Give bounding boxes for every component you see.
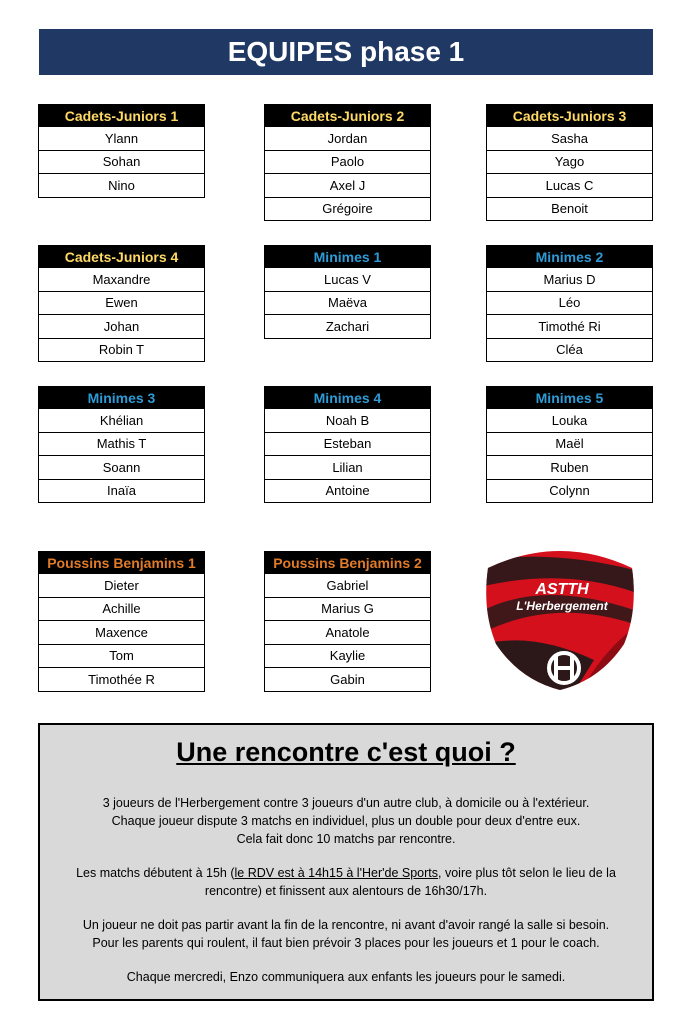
player-list xyxy=(264,268,431,339)
player: Soann xyxy=(38,456,205,480)
player: Sasha xyxy=(486,127,653,151)
team-card xyxy=(38,551,205,692)
player: Ylann xyxy=(38,127,205,151)
player: Anatole xyxy=(264,621,431,645)
logo-club-name: ASTTH xyxy=(535,581,589,598)
player: Dieter xyxy=(38,574,205,598)
player: Maëva xyxy=(264,292,431,316)
team-card xyxy=(486,245,653,362)
player: Mathis T xyxy=(38,433,205,457)
player: Achille xyxy=(38,598,205,622)
info-line: Chaque joueur dispute 3 matchs en individuel, plus un double pour deux d'entre eux. xyxy=(111,814,581,828)
player: Benoit xyxy=(486,198,653,222)
player: Paolo xyxy=(264,151,431,175)
player: Nino xyxy=(38,174,205,198)
player: Zachari xyxy=(264,315,431,339)
player: Lilian xyxy=(264,456,431,480)
player-list xyxy=(486,127,653,221)
team-card xyxy=(486,386,653,503)
info-text: Les matchs débutent à 15h ( xyxy=(76,866,235,880)
info-box xyxy=(38,723,654,1001)
team-name: Minimes 3 xyxy=(38,386,205,409)
player-list xyxy=(38,268,205,362)
player: Noah B xyxy=(264,409,431,433)
player: Ruben xyxy=(486,456,653,480)
player: Lucas C xyxy=(486,174,653,198)
player: Johan xyxy=(38,315,205,339)
player: Colynn xyxy=(486,480,653,504)
player: Timothé Ri xyxy=(486,315,653,339)
info-line: Un joueur ne doit pas partir avant la fin de la rencontre, ni avant d'avoir rangé la salle si besoin. xyxy=(82,918,610,932)
team-name: Cadets-Juniors 1 xyxy=(38,104,205,127)
player: Maxandre xyxy=(38,268,205,292)
player: Axel J xyxy=(264,174,431,198)
info-line: Pour les parents qui roulent, il faut bien prévoir 3 places pour les joueurs et 1 pour le coach. xyxy=(92,936,600,950)
player: Timothée R xyxy=(38,668,205,692)
team-card xyxy=(264,386,431,503)
player-list xyxy=(486,409,653,503)
rdv-link[interactable]: le RDV est à 14h15 à l'Her'de Sports xyxy=(234,866,439,880)
team-card xyxy=(264,551,431,692)
player: Tom xyxy=(38,645,205,669)
info-title: Une rencontre c'est quoi ? xyxy=(176,737,516,767)
info-line: Chaque mercredi, Enzo communiquera aux enfants les joueurs pour le samedi. xyxy=(126,970,566,984)
player-list xyxy=(264,409,431,503)
player: Maxence xyxy=(38,621,205,645)
club-logo xyxy=(484,540,636,692)
player: Léo xyxy=(486,292,653,316)
team-card xyxy=(38,245,205,362)
player: Esteban xyxy=(264,433,431,457)
player: Robin T xyxy=(38,339,205,363)
player: Inaïa xyxy=(38,480,205,504)
info-paragraph xyxy=(58,864,634,900)
team-name: Cadets-Juniors 4 xyxy=(38,245,205,268)
player: Gabriel xyxy=(264,574,431,598)
player: Maël xyxy=(486,433,653,457)
player: Kaylie xyxy=(264,645,431,669)
info-line: Cela fait donc 10 matchs par rencontre. xyxy=(236,832,456,846)
player-list xyxy=(264,127,431,221)
page-title: EQUIPES phase 1 xyxy=(39,29,653,75)
team-name: Minimes 4 xyxy=(264,386,431,409)
info-line: 3 joueurs de l'Herbergement contre 3 joueurs d'un autre club, à domicile ou à l'extérieur. xyxy=(102,796,590,810)
player: Khélian xyxy=(38,409,205,433)
player: Lucas V xyxy=(264,268,431,292)
team-card xyxy=(486,104,653,221)
info-paragraph xyxy=(58,916,634,952)
team-name: Minimes 2 xyxy=(486,245,653,268)
team-name: Minimes 1 xyxy=(264,245,431,268)
player: Antoine xyxy=(264,480,431,504)
player: Grégoire xyxy=(264,198,431,222)
team-name: Poussins Benjamins 2 xyxy=(264,551,431,574)
info-paragraph xyxy=(58,968,634,986)
team-name: Minimes 5 xyxy=(486,386,653,409)
team-card xyxy=(264,245,431,339)
player: Cléa xyxy=(486,339,653,363)
player: Ewen xyxy=(38,292,205,316)
player-list xyxy=(38,574,205,692)
team-card xyxy=(264,104,431,221)
player-list xyxy=(38,409,205,503)
player-list xyxy=(38,127,205,198)
player-list xyxy=(264,574,431,692)
player: Sohan xyxy=(38,151,205,175)
player: Yago xyxy=(486,151,653,175)
logo-town-name: L'Herbergement xyxy=(516,599,608,613)
team-name: Cadets-Juniors 2 xyxy=(264,104,431,127)
team-name: Poussins Benjamins 1 xyxy=(38,551,205,574)
info-text: , voire plus tôt selon le lieu de la rencontre) et finissent aux alentours de 16h30/17h. xyxy=(204,866,616,898)
player: Marius D xyxy=(486,268,653,292)
player-list xyxy=(486,268,653,362)
player: Jordan xyxy=(264,127,431,151)
player: Gabin xyxy=(264,668,431,692)
info-paragraph xyxy=(58,794,634,848)
player: Marius G xyxy=(264,598,431,622)
player: Louka xyxy=(486,409,653,433)
team-card xyxy=(38,104,205,198)
team-name: Cadets-Juniors 3 xyxy=(486,104,653,127)
team-card xyxy=(38,386,205,503)
